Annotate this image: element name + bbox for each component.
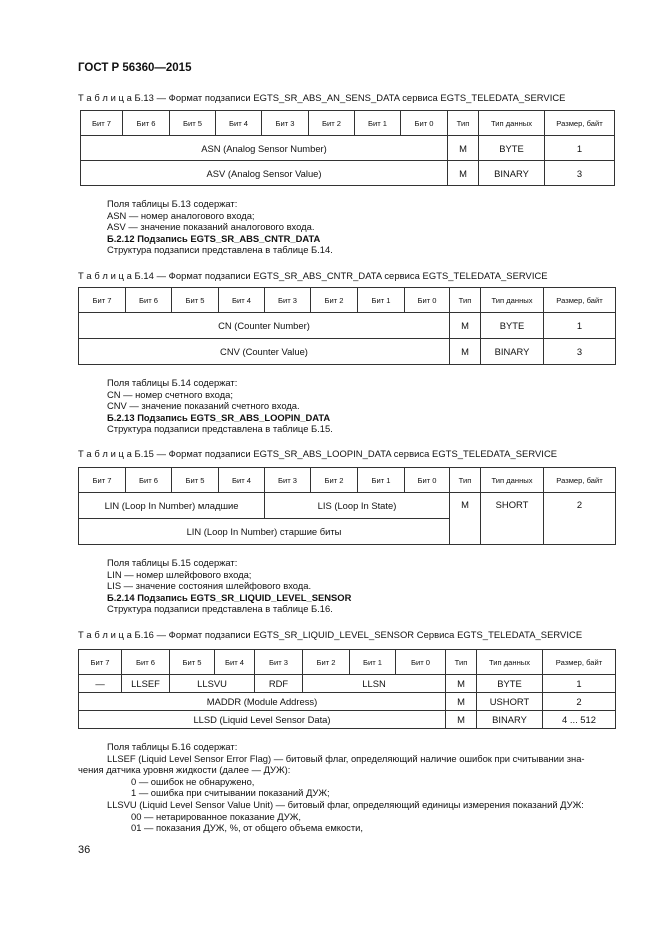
- text-line: Поля таблицы Б.13 содержат:: [107, 198, 238, 209]
- header-cell: Бит 2: [311, 288, 358, 313]
- header-cell: Бит 4: [216, 111, 262, 136]
- header-cell: Бит 1: [355, 111, 401, 136]
- llsn-cell: LLSN: [303, 675, 446, 693]
- bit7-cell: —: [79, 675, 122, 693]
- header-cell: Бит 6: [126, 468, 172, 493]
- text-line: Поля таблицы Б.15 содержат:: [107, 557, 238, 568]
- header-cell: Бит 0: [396, 650, 446, 675]
- text-line: Структура подзаписи представлена в таблице Б.16.: [107, 603, 333, 615]
- type-cell: M: [450, 313, 481, 339]
- table-row: [79, 711, 616, 729]
- datatype-cell: BYTE: [481, 313, 544, 339]
- header-cell: Бит 0: [405, 468, 450, 493]
- field-name-cell: ASN (Analog Sensor Number): [81, 136, 448, 161]
- header-cell: Бит 2: [303, 650, 350, 675]
- text-line: ASN — номер аналогового входа;: [107, 209, 255, 221]
- lis-cell: LIS (Loop In State): [265, 493, 450, 519]
- field-name-cell: LLSD (Liquid Level Sensor Data): [79, 711, 446, 729]
- document-header: ГОСТ Р 56360—2015: [78, 62, 192, 74]
- header-cell: Бит 6: [123, 111, 170, 136]
- header-cell: Бит 3: [262, 111, 309, 136]
- table-b16: [78, 649, 616, 729]
- table-row: [79, 493, 616, 519]
- text-line: Поля таблицы Б.16 содержат:: [107, 741, 238, 752]
- llsef-cell: LLSEF: [122, 675, 170, 693]
- type-cell: M: [446, 675, 477, 693]
- size-cell: 3: [545, 161, 615, 186]
- table-b13: [80, 110, 615, 186]
- text-line: Поля таблицы Б.14 содержат:: [107, 377, 238, 388]
- header-cell: Бит 2: [309, 111, 355, 136]
- table-row: [81, 136, 615, 161]
- header-cell: Бит 5: [170, 650, 215, 675]
- header-cell: Бит 3: [265, 288, 311, 313]
- text-line: CNV — значение показаний счетного входа.: [107, 400, 300, 412]
- page-number: 36: [78, 844, 91, 856]
- lin-low-cell: LIN (Loop In Number) младшие: [79, 493, 265, 519]
- size-cell: 2: [543, 693, 616, 711]
- header-cell: Тип данных: [481, 288, 544, 313]
- table-row: [79, 693, 616, 711]
- section-heading: Б.2.12 Подзапись EGTS_SR_ABS_CNTR_DATA: [107, 232, 321, 244]
- datatype-cell: USHORT: [477, 693, 543, 711]
- header-cell: Бит 6: [126, 288, 172, 313]
- paragraph-b13-fields: [107, 198, 333, 256]
- datatype-cell: SHORT: [481, 493, 544, 545]
- header-cell: Тип данных: [481, 468, 544, 493]
- size-cell: 4 ... 512: [543, 711, 616, 729]
- text-line: чения датчика уровня жидкости (далее — ДУЖ):: [78, 764, 291, 776]
- text-line: Структура подзаписи представлена в таблице Б.15.: [107, 423, 333, 435]
- size-cell: 1: [545, 136, 615, 161]
- table-caption-b14: Т а б л и ц а Б.14 — Формат подзаписи EGTS_SR_ABS_CNTR_DATA сервиса EGTS_TELEDATA_SERVICE: [78, 270, 548, 281]
- datatype-cell: BINARY: [479, 161, 545, 186]
- table-header-row: [81, 111, 615, 136]
- table-row: [81, 161, 615, 186]
- size-cell: 1: [543, 675, 616, 693]
- type-cell: M: [450, 339, 481, 365]
- header-cell: Бит 0: [405, 288, 450, 313]
- header-cell: Бит 6: [122, 650, 170, 675]
- table-header-row: [79, 650, 616, 675]
- header-cell: Тип данных: [477, 650, 543, 675]
- lin-high-cell: LIN (Loop In Number) старшие биты: [79, 519, 450, 545]
- text-line: Структура подзаписи представлена в таблице Б.14.: [107, 244, 333, 256]
- size-cell: 1: [544, 313, 616, 339]
- paragraph-b16-fields: [78, 741, 618, 834]
- paragraph-b15-fields: [107, 557, 351, 615]
- header-cell: Размер, байт: [545, 111, 615, 136]
- header-cell: Тип: [446, 650, 477, 675]
- text-line: 0 — ошибок не обнаружено,: [131, 775, 255, 787]
- field-name-cell: ASV (Analog Sensor Value): [81, 161, 448, 186]
- table-header-row: [79, 468, 616, 493]
- header-cell: Бит 1: [358, 288, 405, 313]
- header-cell: Бит 4: [219, 468, 265, 493]
- header-cell: Бит 7: [79, 288, 126, 313]
- table-caption-b15: Т а б л и ц а Б.15 — Формат подзаписи EGTS_SR_ABS_LOOPIN_DATA сервиса EGTS_TELEDATA_SERVICE: [78, 448, 558, 459]
- table-row: [79, 675, 616, 693]
- type-cell: M: [448, 161, 479, 186]
- rdf-cell: RDF: [255, 675, 303, 693]
- datatype-cell: BINARY: [477, 711, 543, 729]
- llsvu-cell: LLSVU: [170, 675, 255, 693]
- header-cell: Тип: [450, 468, 481, 493]
- size-cell: 3: [544, 339, 616, 365]
- type-cell: M: [450, 493, 481, 545]
- header-cell: Бит 1: [350, 650, 396, 675]
- datatype-cell: BYTE: [479, 136, 545, 161]
- header-cell: Тип данных: [479, 111, 545, 136]
- header-cell: Бит 7: [81, 111, 123, 136]
- field-name-cell: MADDR (Module Address): [79, 693, 446, 711]
- header-cell: Размер, байт: [544, 288, 616, 313]
- type-cell: M: [446, 711, 477, 729]
- table-header-row: [79, 288, 616, 313]
- header-cell: Размер, байт: [543, 650, 616, 675]
- section-heading: Б.2.13 Подзапись EGTS_SR_ABS_LOOPIN_DATA: [107, 411, 331, 423]
- paragraph-b14-fields: [107, 377, 333, 435]
- text-line: LLSEF (Liquid Level Sensor Error Flag) — битовый флаг, определяющий наличие ошибок при считывании зна-: [107, 752, 585, 764]
- text-line: LLSVU (Liquid Level Sensor Value Unit) — битовый флаг, определяющий единицы измерения показаний ДУЖ:: [107, 798, 584, 810]
- header-cell: Бит 5: [170, 111, 216, 136]
- datatype-cell: BINARY: [481, 339, 544, 365]
- text-line: ASV — значение показаний аналогового входа.: [107, 221, 315, 233]
- header-cell: Бит 0: [401, 111, 448, 136]
- header-cell: Бит 3: [255, 650, 303, 675]
- header-cell: Бит 5: [172, 468, 219, 493]
- section-heading: Б.2.14 Подзапись EGTS_SR_LIQUID_LEVEL_SENSOR: [107, 591, 352, 603]
- header-cell: Размер, байт: [544, 468, 616, 493]
- header-cell: Бит 3: [265, 468, 311, 493]
- table-b14: [78, 287, 616, 365]
- header-cell: Бит 4: [215, 650, 255, 675]
- type-cell: M: [448, 136, 479, 161]
- header-cell: Бит 5: [172, 288, 219, 313]
- field-name-cell: CN (Counter Number): [79, 313, 450, 339]
- table-row: [79, 339, 616, 365]
- header-cell: Тип: [448, 111, 479, 136]
- text-line: 1 — ошибка при считывании показаний ДУЖ;: [131, 787, 330, 799]
- header-cell: Бит 2: [311, 468, 358, 493]
- type-cell: M: [446, 693, 477, 711]
- text-line: 00 — нетарированное показание ДУЖ,: [131, 810, 301, 822]
- header-cell: Бит 1: [358, 468, 405, 493]
- table-row: [79, 313, 616, 339]
- datatype-cell: BYTE: [477, 675, 543, 693]
- table-caption-b13: Т а б л и ц а Б.13 — Формат подзаписи EGTS_SR_ABS_AN_SENS_DATA сервиса EGTS_TELEDATA_SERVICE: [78, 92, 566, 103]
- text-line: CN — номер счетного входа;: [107, 388, 233, 400]
- header-cell: Тип: [450, 288, 481, 313]
- table-caption-b16: Т а б л и ц а Б.16 — Формат подзаписи EGTS_SR_LIQUID_LEVEL_SENSOR Сервиса EGTS_TELEDATA_SERVICE: [78, 629, 583, 640]
- header-cell: Бит 7: [79, 468, 126, 493]
- table-b15: [78, 467, 616, 545]
- header-cell: Бит 4: [219, 288, 265, 313]
- text-line: LIN — номер шлейфового входа;: [107, 568, 252, 580]
- text-line: 01 — показания ДУЖ, %, от общего объема емкости,: [131, 822, 364, 834]
- text-line: LIS — значение состояния шлейфового входа.: [107, 580, 312, 592]
- field-name-cell: CNV (Counter Value): [79, 339, 450, 365]
- size-cell: 2: [544, 493, 616, 545]
- header-cell: Бит 7: [79, 650, 122, 675]
